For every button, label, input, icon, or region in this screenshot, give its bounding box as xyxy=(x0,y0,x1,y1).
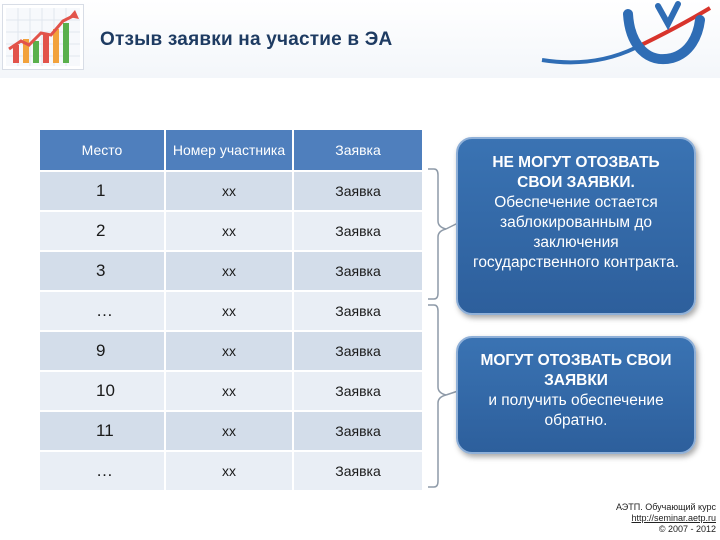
cell-number: xx xyxy=(164,452,292,490)
footer-course: АЭТП. Обучающий курс xyxy=(615,502,716,512)
cell-place: 1 xyxy=(40,172,164,210)
cell-number: xx xyxy=(164,172,292,210)
table-row xyxy=(40,372,422,410)
cannot-withdraw-body: Обеспечение остается заблокированным до заключения государственного контракта. xyxy=(473,194,679,271)
footer-copyright: © 2007 - 2012 xyxy=(658,524,716,534)
cell-number: xx xyxy=(164,412,292,450)
cell-place: 11 xyxy=(40,412,164,450)
cell-bid: Заявка xyxy=(292,212,422,250)
cell-number: xx xyxy=(164,332,292,370)
table-row xyxy=(40,212,422,250)
cell-bid: Заявка xyxy=(292,412,422,450)
cell-bid: Заявка xyxy=(292,292,422,330)
cell-number: xx xyxy=(164,292,292,330)
column-header-place: Место xyxy=(40,130,164,170)
cell-place: 2 xyxy=(40,212,164,250)
swoosh-decoration xyxy=(540,0,720,70)
can-withdraw-body: и получить обеспечение обратно. xyxy=(488,392,664,429)
cell-place: … xyxy=(40,292,164,330)
column-header-number: Номер участника xyxy=(164,130,292,170)
cell-bid: Заявка xyxy=(292,372,422,410)
cannot-withdraw-callout xyxy=(456,137,696,315)
table-row xyxy=(40,332,422,370)
cell-bid: Заявка xyxy=(292,252,422,290)
growth-chart-logo xyxy=(2,4,84,70)
table-header-row xyxy=(40,130,422,170)
page-title: Отзыв заявки на участие в ЭА xyxy=(100,29,393,50)
footer-link[interactable]: http://seminar.aetp.ru xyxy=(631,513,716,523)
cell-place: 9 xyxy=(40,332,164,370)
cell-number: xx xyxy=(164,372,292,410)
table-row xyxy=(40,252,422,290)
cell-place: 3 xyxy=(40,252,164,290)
can-withdraw-heading: МОГУТ ОТОЗВАТЬ СВОИ ЗАЯВКИ xyxy=(480,352,672,389)
table-row xyxy=(40,412,422,450)
cell-number: xx xyxy=(164,212,292,250)
table-row xyxy=(40,292,422,330)
bids-table xyxy=(40,128,422,492)
table-row xyxy=(40,172,422,210)
cell-number: xx xyxy=(164,252,292,290)
footer-credits xyxy=(556,502,716,535)
cell-bid: Заявка xyxy=(292,332,422,370)
cell-place: … xyxy=(40,452,164,490)
column-header-bid: Заявка xyxy=(292,130,422,170)
table-row xyxy=(40,452,422,490)
cannot-withdraw-heading: НЕ МОГУТ ОТОЗВАТЬ СВОИ ЗАЯВКИ. xyxy=(492,154,660,191)
can-withdraw-callout xyxy=(456,336,696,454)
cell-bid: Заявка xyxy=(292,172,422,210)
cell-place: 10 xyxy=(40,372,164,410)
cell-bid: Заявка xyxy=(292,452,422,490)
